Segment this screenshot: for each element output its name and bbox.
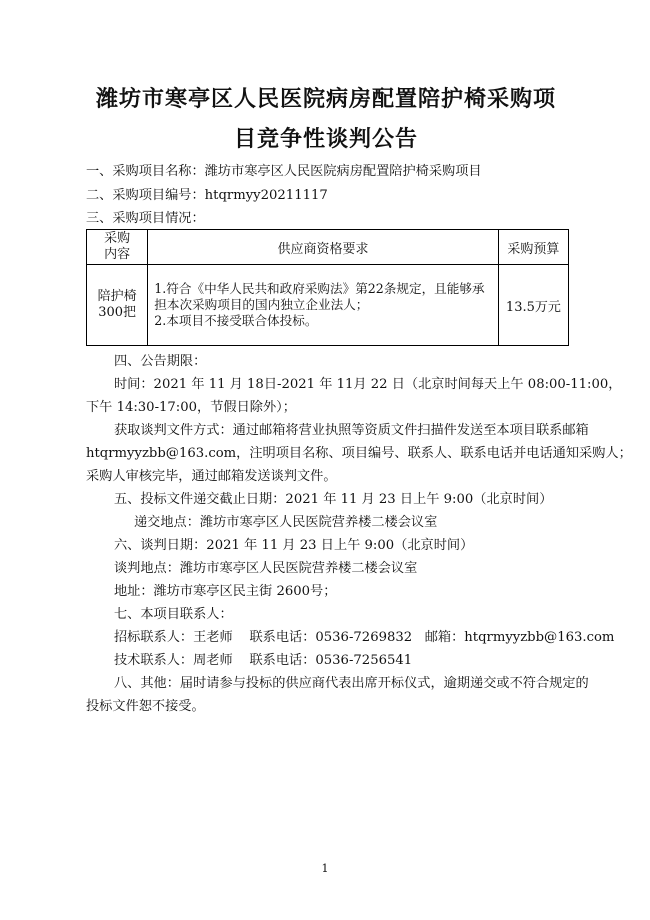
obtain-method-line-3: 采购人审核完毕，通过邮箱发送谈判文件。 <box>86 469 337 484</box>
page-title-line-2: 目竞争性谈判公告 <box>233 127 418 152</box>
content-line-2: 300把 <box>98 305 137 320</box>
header-content-cell <box>87 230 148 265</box>
section-project-info: 三、采购项目情况： <box>86 211 205 226</box>
page-title-line-1: 潍坊市寒亭区人民医院病房配置陪护椅采购项 <box>95 87 556 112</box>
header-content-line-2: 内容 <box>104 247 131 262</box>
budget-cell: 13.5万元 <box>498 265 568 346</box>
section-project-name: 一、采购项目名称：潍坊市寒亭区人民医院病房配置陪护椅采购项目 <box>86 164 482 179</box>
notice-time-line-2: 下午 14:30-17:00，节假日除外）； <box>86 400 296 415</box>
requirements-cell <box>148 265 499 346</box>
requirement-line-3: 2.本项目不接受联合体投标。 <box>154 313 318 328</box>
section-contacts: 七、本项目联系人： <box>114 607 233 622</box>
notice-time-line-1: 时间：2021 年 11 月 18日-2021 年 11月 22 日（北京时间每天上午 08:00-11:00， <box>114 377 622 392</box>
section-other-line-1: 八、其他：届时请参与投标的供应商代表出席开标仪式，逾期递交或不符合规定的 <box>114 676 589 691</box>
requirement-line-2: 担本次采购项目的国内独立企业法人； <box>154 297 369 312</box>
header-requirements-cell: 供应商资格要求 <box>148 230 499 265</box>
table-header-row <box>87 230 569 265</box>
table-row <box>87 265 569 346</box>
section-other-line-2: 投标文件恕不接受。 <box>86 699 205 714</box>
header-content-line-1: 采购 <box>104 231 131 246</box>
submission-place: 递交地点：潍坊市寒亭区人民医院营养楼二楼会议室 <box>134 515 438 530</box>
obtain-method-line-2: htqrmyyzbb@163.com，注明项目名称、项目编号、联系人、联系电话并电话通知采购人； <box>86 446 632 461</box>
section-notice-period: 四、公告期限： <box>114 354 207 369</box>
content-line-1: 陪护椅 <box>97 289 137 304</box>
section-negotiation-date: 六、谈判日期：2021 年 11 月 23 日上午 9:00（北京时间） <box>114 538 474 553</box>
section-project-number: 二、采购项目编号：htqrmyy20211117 <box>86 188 328 203</box>
contact-bidding: 招标联系人：王老师 联系电话：0536-7269832 邮箱：htqrmyyzbb@163.com <box>114 630 615 645</box>
requirement-line-1: 1.符合《中华人民共和政府采购法》第22条规定，且能够承 <box>154 281 485 296</box>
address: 地址：潍坊市寒亭区民主街 2600号； <box>114 584 337 599</box>
negotiation-place: 谈判地点：潍坊市寒亭区人民医院营养楼二楼会议室 <box>114 561 418 576</box>
content-cell <box>87 265 148 346</box>
section-submission-deadline: 五、投标文件递交截止日期：2021 年 11 月 23 日上午 9:00（北京时间） <box>114 492 553 507</box>
contact-technical: 技术联系人：周老师 联系电话：0536-7256541 <box>114 653 413 668</box>
obtain-method-line-1: 获取谈判文件方式：通过邮箱将营业执照等资质文件扫描件发送至本项目联系邮箱 <box>114 423 589 438</box>
header-budget-cell: 采购预算 <box>498 230 568 265</box>
procurement-table <box>86 229 569 346</box>
page-number: 1 <box>321 862 329 875</box>
